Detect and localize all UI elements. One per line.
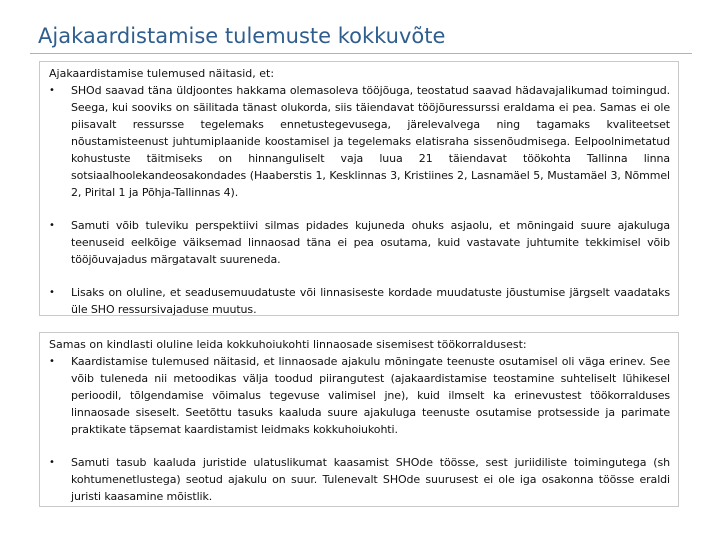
list-item [49,454,670,505]
list-item-text: Kaardistamise tulemused näitasid, et linnaosade ajakulu mõningate teenuste osutamisel oli väga erinev. See võib tuleneda nii metoodikas välja toodud piirangutest (ajakaardistamise teostamine suhteliselt lühikesel perioodil, tõlgendamise võimalus tegevuse valimisel jne), kuid ilmselt ka erinevustest töökorralduses linnaosade siseselt. Seetõttu tasuks kaaluda suure ajakuluga teenuste osutamise protsesside ja parimate praktikate täpsemat kaardistamist leidmaks kokkuhoiukohti. [71,355,670,436]
list-item [49,284,670,318]
savings-box [39,332,679,507]
list-item [49,353,670,438]
bullet-icon: • [49,287,55,298]
bullet-icon: • [49,356,55,367]
list-item-text: Samuti võib tuleviku perspektiivi silmas pidades kujuneda ohuks asjaolu, et mõningaid suure ajakuluga teenuseid eelkõige väiksemad linnaosad täna ei pea osutama, kuid vastavate juhtumite tekkimisel võib tööjõuvajadus märgatavalt suureneda. [71,219,670,266]
savings-lead: Samas on kindlasti oluline leida kokkuhoiukohti linnaosade sisemisest töökorraldusest: [49,338,527,351]
list-item [49,217,670,268]
bullet-icon: • [49,220,55,231]
findings-lead: Ajakaardistamise tulemused näitasid, et: [49,67,275,80]
findings-box [39,61,679,316]
bullet-icon: • [49,85,55,96]
bullet-icon: • [49,457,55,468]
list-item-text: Samuti tasub kaaluda juristide ulatuslikumat kaasamist SHOde töösse, sest juriidiliste toimingutega (sh kohtumenetlustega) seotud ajakulu on suur. Tulenevalt SHOde suurusest ei ole iga osakonna töösse eraldi juristi kaasamine mõistlik. [71,456,670,503]
list-item-text: Lisaks on oluline, et seadusemuudatuste või linnasiseste kordade muudatuste jõustumise järgselt vaadataks üle SHO ressursivajaduse muutus. [71,286,670,316]
page-title: Ajakaardistamise tulemuste kokkuvõte [38,24,446,48]
title-divider [30,53,692,54]
list-item [49,82,670,201]
list-item-text: SHOd saavad täna üldjoontes hakkama olemasoleva tööjõuga, teostatud saavad hädavajalikumad toimingud. Seega, kui sooviks on säilitada tänast olukorda, siis täiendavat tööjõuressurssi eraldama ei pea. Samas ei ole piisavalt ressursse tegelemaks ennetustegevusega, järelevalvega ning tagamaks kvaliteetset nõustamisteenust juhtumiplaanide koostamisel ja tegelemaks elatisraha sissenõudmisega. Eelpoolnimetatud kohustuste täitmiseks on hinnanguliselt vaja luua 21 täiendavat töökohta Tallinna linna sotsiaalhoolekandeosakondades (Haaberstis 1, Kesklinnas 3, Kristiines 2, Lasnamäel 5, Mustamäel 3, Nõmmel 2, Pirital 1 ja Põhja-Tallinnas 4). [71,84,670,199]
